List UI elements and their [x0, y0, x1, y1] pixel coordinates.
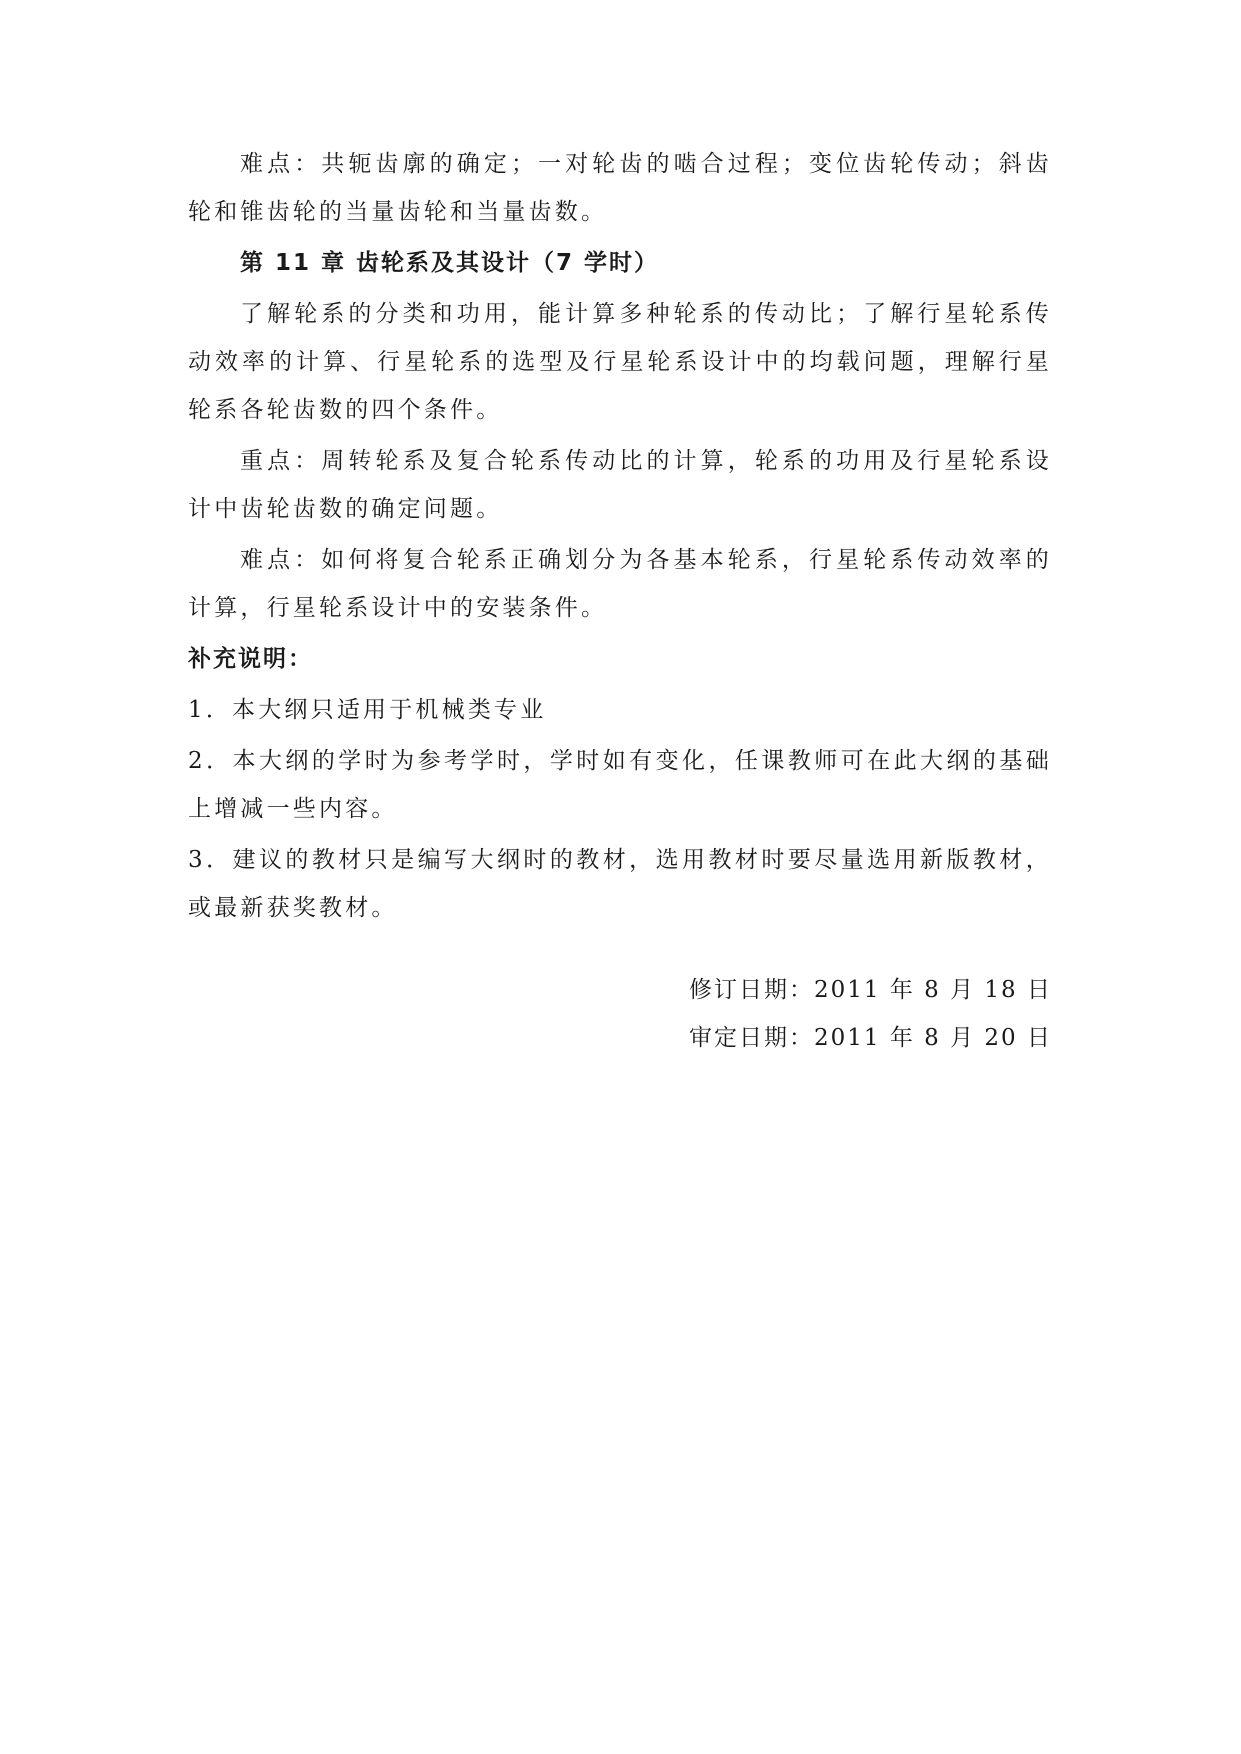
- supplement-item-1: 1．本大纲只适用于机械类专业: [188, 697, 547, 723]
- chapter-11-difficulty-paragraph: 难点：如何将复合轮系正确划分为各基本轮系，行星轮系传动效率的计算，行星轮系设计中的安装条件。: [188, 547, 1052, 621]
- difficulty-paragraph: 难点：共轭齿廓的确定；一对轮齿的啮合过程；变位齿轮传动；斜齿轮和锥齿轮的当量齿轮和当量齿数。: [188, 151, 1052, 225]
- revision-date: 修订日期：2011 年 8 月 18 日: [689, 977, 1052, 1003]
- supplement-item-2: 2．本大纲的学时为参考学时，学时如有变化，任课教师可在此大纲的基础上增减一些内容。: [188, 748, 1052, 822]
- supplement-heading: 补充说明：: [188, 646, 313, 672]
- approval-date: 审定日期：2011 年 8 月 20 日: [689, 1025, 1052, 1051]
- chapter-11-key-points-paragraph: 重点：周转轮系及复合轮系传动比的计算，轮系的功用及行星轮系设计中齿轮齿数的确定问题。: [188, 448, 1052, 522]
- supplement-item-3: 3．建议的教材只是编写大纲时的教材，选用教材时要尽量选用新版教材，或最新获奖教材。: [188, 847, 1052, 921]
- document-body: [188, 140, 1052, 935]
- chapter-11-heading: 第 11 章 齿轮系及其设计（7 学时）: [240, 250, 660, 276]
- date-block: [689, 966, 1052, 1062]
- chapter-11-intro-paragraph: 了解轮系的分类和功用，能计算多种轮系的传动比；了解行星轮系传动效率的计算、行星轮系的选型及行星轮系设计中的均载问题，理解行星轮系各轮齿数的四个条件。: [188, 301, 1052, 423]
